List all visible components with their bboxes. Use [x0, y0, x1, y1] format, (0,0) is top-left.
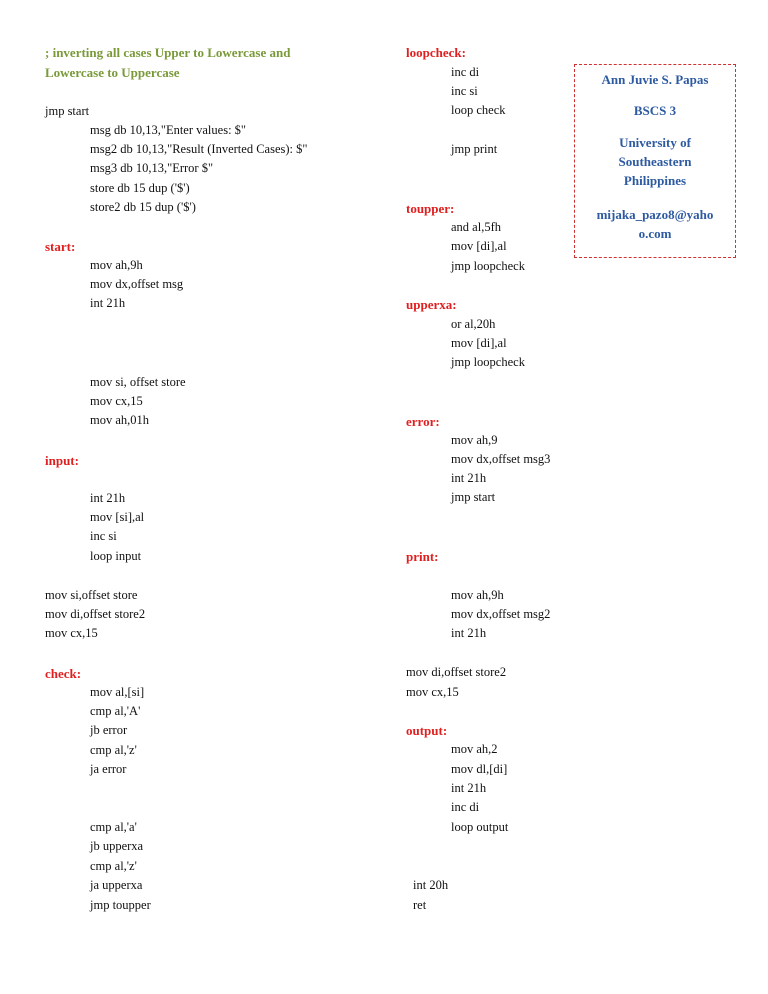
author-course: BSCS 3 [633, 103, 677, 118]
code-line: mov si, offset store [90, 375, 186, 389]
label-print: print: [406, 549, 439, 564]
code-line: int 21h [90, 296, 126, 310]
code-line: cmp al,'a' [90, 820, 137, 834]
code-line: mov ah,2 [451, 742, 498, 756]
code-line: mov dx,offset msg3 [451, 452, 551, 466]
code-line: int 20h [413, 878, 449, 892]
label-error: error: [406, 414, 440, 429]
label-loopcheck: loopcheck: [406, 45, 466, 60]
code-line: jmp loopcheck [451, 259, 525, 273]
code-line: jb upperxa [90, 839, 144, 853]
label-upperxa: upperxa: [406, 297, 457, 312]
code-line: ja upperxa [90, 878, 143, 892]
code-line: mov cx,15 [406, 685, 459, 699]
code-line: loop input [90, 549, 142, 563]
university-line-1: University of [619, 135, 691, 150]
code-line: msg3 db 10,13,"Error $" [90, 161, 214, 175]
email-line-2: o.com [638, 226, 672, 241]
author-card [574, 64, 736, 258]
code-line: mov dx,offset msg [90, 277, 184, 291]
code-line: mov dl,[di] [451, 762, 508, 776]
university-line-3: Philippines [623, 173, 687, 188]
code-line: mov al,[si] [90, 685, 145, 699]
label-check: check: [45, 666, 82, 681]
code-line: mov cx,15 [45, 626, 98, 640]
code-line: loop output [451, 820, 509, 834]
code-line: mov di,offset store2 [45, 607, 146, 621]
code-line: loop check [451, 103, 506, 117]
code-line: jmp start [45, 104, 90, 118]
code-line: int 21h [451, 626, 487, 640]
code-line: mov cx,15 [90, 394, 143, 408]
label-toupper: toupper: [406, 201, 455, 216]
code-line: mov ah,01h [90, 413, 150, 427]
label-start: start: [45, 239, 76, 254]
comment-line-1: ; inverting all cases Upper to Lowercase and [45, 45, 291, 60]
code-line: ja error [90, 762, 127, 776]
university-line-2: Southeastern [618, 154, 692, 169]
code-line: inc di [451, 800, 480, 814]
code-line: cmp al,'A' [90, 704, 141, 718]
code-line: jmp print [451, 142, 498, 156]
code-line: msg db 10,13,"Enter values: $" [90, 123, 247, 137]
code-line: store db 15 dup ('$') [90, 181, 190, 195]
code-line: inc si [90, 529, 117, 543]
label-output: output: [406, 723, 448, 738]
code-line: mov [di],al [451, 336, 507, 350]
code-line: int 21h [90, 491, 126, 505]
code-line: or al,20h [451, 317, 496, 331]
code-line: mov dx,offset msg2 [451, 607, 551, 621]
code-line: mov ah,9 [451, 433, 498, 447]
email-line-1: mijaka_pazo8@yaho [596, 207, 714, 222]
code-line: mov ah,9h [451, 588, 504, 602]
code-line: jmp start [451, 490, 496, 504]
code-line: and al,5fh [451, 220, 501, 234]
code-line: jmp loopcheck [451, 355, 525, 369]
code-line: jmp toupper [90, 898, 151, 912]
code-line: jb error [90, 723, 128, 737]
author-name: Ann Juvie S. Papas [601, 72, 709, 87]
code-line: msg2 db 10,13,"Result (Inverted Cases): $" [90, 142, 308, 156]
code-line: ret [413, 898, 427, 912]
code-line: inc si [451, 84, 478, 98]
code-line: inc di [451, 65, 480, 79]
comment-line-2: Lowercase to Uppercase [45, 65, 180, 80]
code-line: store2 db 15 dup ('$') [90, 200, 196, 214]
code-line: mov [si],al [90, 510, 145, 524]
code-line: mov si,offset store [45, 588, 138, 602]
label-input: input: [45, 453, 79, 468]
code-line: mov [di],al [451, 239, 507, 253]
code-line: cmp al,'z' [90, 859, 137, 873]
code-line: cmp al,'z' [90, 743, 137, 757]
code-line: mov di,offset store2 [406, 665, 507, 679]
code-line: int 21h [451, 471, 487, 485]
code-line: mov ah,9h [90, 258, 143, 272]
code-line: int 21h [451, 781, 487, 795]
